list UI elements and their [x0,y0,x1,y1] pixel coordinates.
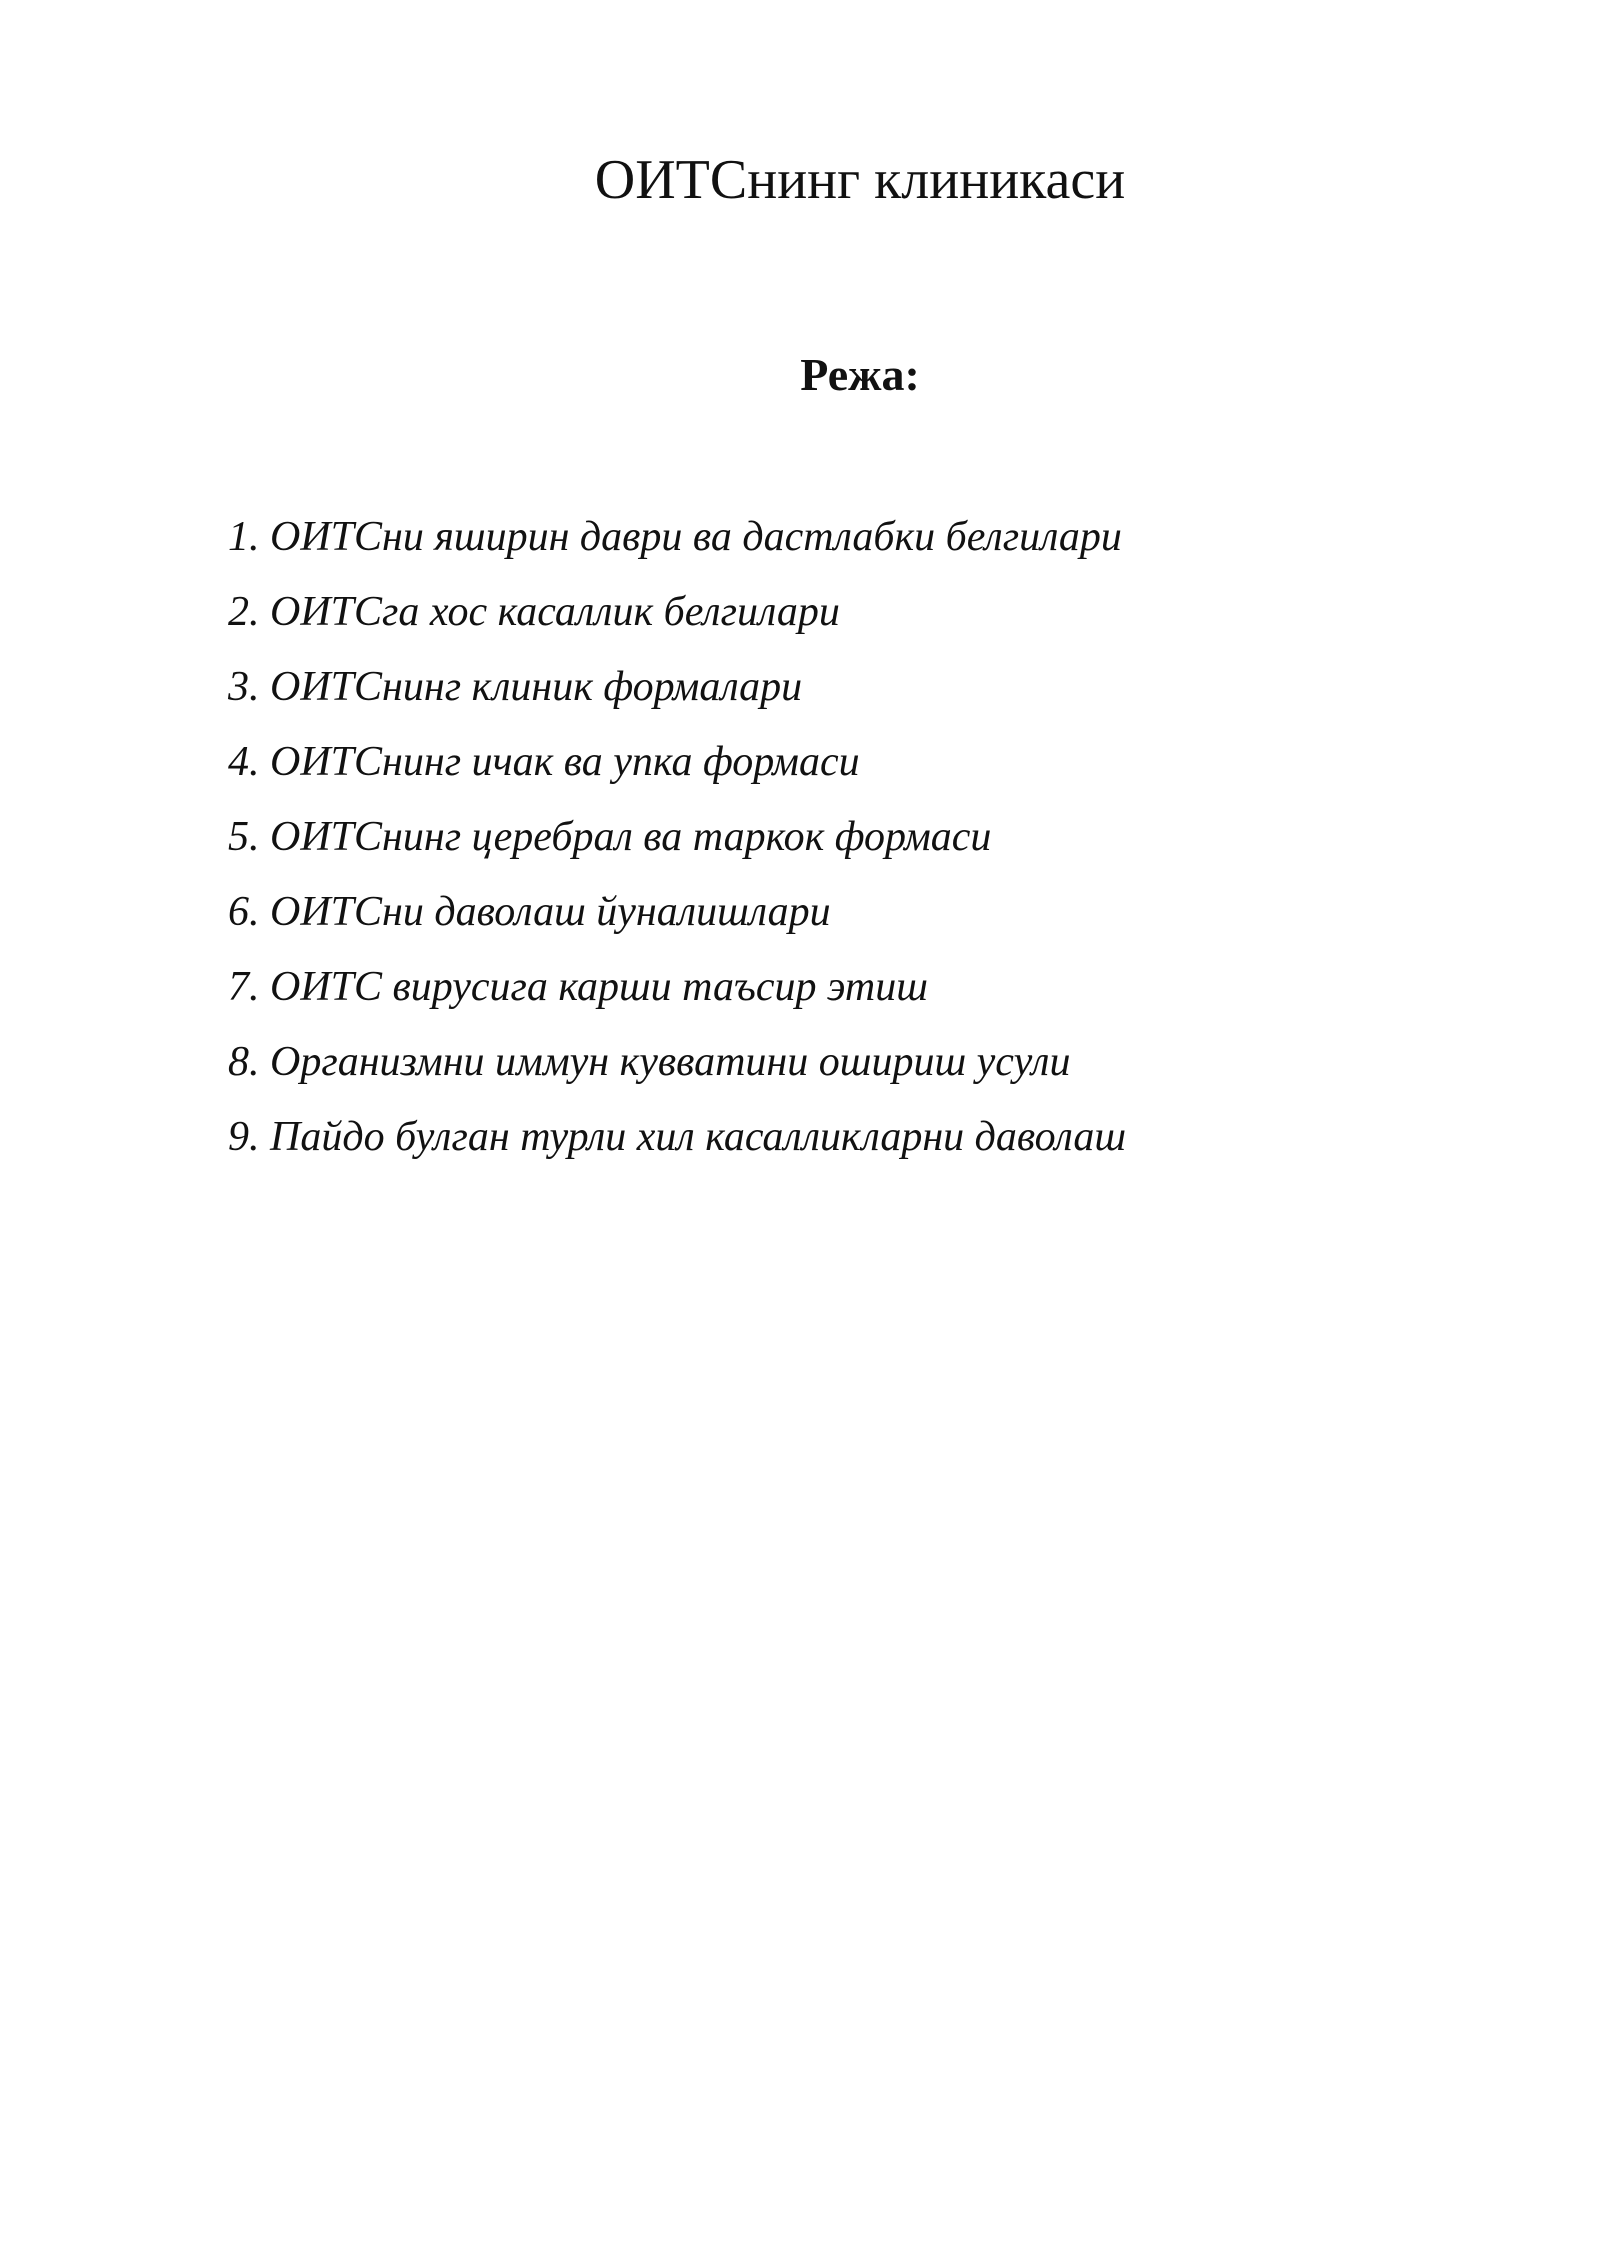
plan-item-2: 2. ОИТСга хос касаллик белгилари [228,589,840,635]
document-title: ОИТСнинг клиникаси [594,149,1126,211]
plan-item-1: 1. ОИТСни яширин даври ва дастлабки белгилари [228,514,1122,560]
plan-item-6: 6. ОИТСни даволаш йуналишлари [228,889,831,935]
plan-heading: Режа: [800,349,920,400]
plan-item-7: 7. ОИТС вирусига карши таъсир этиш [228,964,928,1010]
plan-item-4: 4. ОИТСнинг ичак ва упка формаси [228,739,860,785]
plan-item-9: 9. Пайдо булган турли хил касалликларни даволаш [228,1114,1127,1160]
plan-item-3: 3. ОИТСнинг клиник формалари [228,664,803,710]
plan-list [228,500,1126,1175]
plan-item-5: 5. ОИТСнинг церебрал ва таркок формаси [228,814,992,860]
plan-item-8: 8. Организмни иммун кувватини ошириш усули [228,1039,1071,1085]
